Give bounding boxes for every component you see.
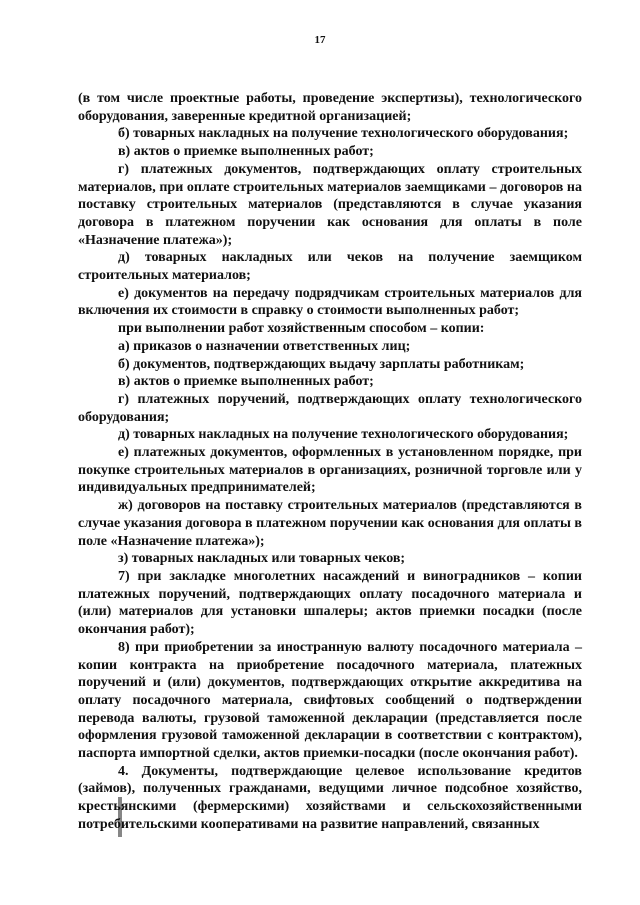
paragraph-item-e: е) документов на передачу подрядчикам строительных материалов для включения их стоимости в справку о стоимости выполненных работ; [78,285,582,319]
paragraph-item-d: д) товарных накладных или чеков на получение заемщиком строительных материалов; [78,250,582,284]
paragraph-item-g-2: г) платежных поручений, подтверждающих оплату технологического оборудования; [78,391,582,425]
paragraph-item-v: в) актов о приемке выполненных работ; [118,144,374,160]
paragraph-item-d-2: д) товарных накладных на получение технологического оборудования; [118,427,569,443]
paragraph-section-4: 4. Документы, подтверждающие целевое использование кредитов (займов), полученных гражданами, ведущими личное подсобное хозяйство, крестьянскими (фермерскими) хозяйствами и сельскохозяйственными потребительскими кооперативами на развитие направлений, связанных [78,763,582,832]
paragraph-item-a: а) приказов о назначении ответственных лиц; [118,338,411,354]
paragraph-item-8: 8) при приобретении за иностранную валюту посадочного материала – копии контракта на приобретение посадочного материала, платежных поручений и (или) документов, подтверждающих открытие аккредитива на оплату посадочного материала, свифтовых сообщений о подтверждении перевода валюты, грузовой таможенной декларации (представляется после оформления грузовой таможенной декларации в соответствии с контрактом), паспорта импортной сделки, актов приемки-посадки (после окончания работ). [78,639,582,762]
page-number: 17 [314,34,326,46]
paragraph-item-z: з) товарных накладных или товарных чеков; [118,551,406,567]
paragraph-item-v-2: в) актов о приемке выполненных работ; [118,374,374,390]
document-body [78,90,582,834]
paragraph-item-b: б) товарных накладных на получение технологического оборудования; [118,126,569,142]
paragraph-item-b-2: б) документов, подтверждающих выдачу зарплаты работникам; [118,356,525,372]
paragraph-item-e-2: е) платежных документов, оформленных в установленном порядке, при покупке строительных материалов в организациях, розничной торговле или у индивидуальных предпринимателей; [78,445,582,496]
paragraph-item-g: г) платежных документов, подтверждающих оплату строительных материалов, при оплате строительных материалов заемщиками – договоров на поставку строительных материалов (представляются в случае указания договора в платежном поручении как основания для оплаты в поле «Назначение платежа»); [78,161,582,248]
paragraph-continuation: (в том числе проектные работы, проведение экспертизы), технологического оборудования, заверенные кредитной организацией; [78,91,582,124]
paragraph-economic-method-intro: при выполнении работ хозяйственным способом – копии: [118,321,485,337]
paragraph-item-7: 7) при закладке многолетних насаждений и виноградников – копии платежных поручений, подтверждающих оплату посадочного материала и (или) материалов для установки шпалеры; актов приемки посадки (после окончания работ); [78,568,582,638]
paragraph-item-zh: ж) договоров на поставку строительных материалов (представляются в случае указания договора в платежном поручении как основания для оплаты в поле «Назначение платежа»); [78,498,582,549]
